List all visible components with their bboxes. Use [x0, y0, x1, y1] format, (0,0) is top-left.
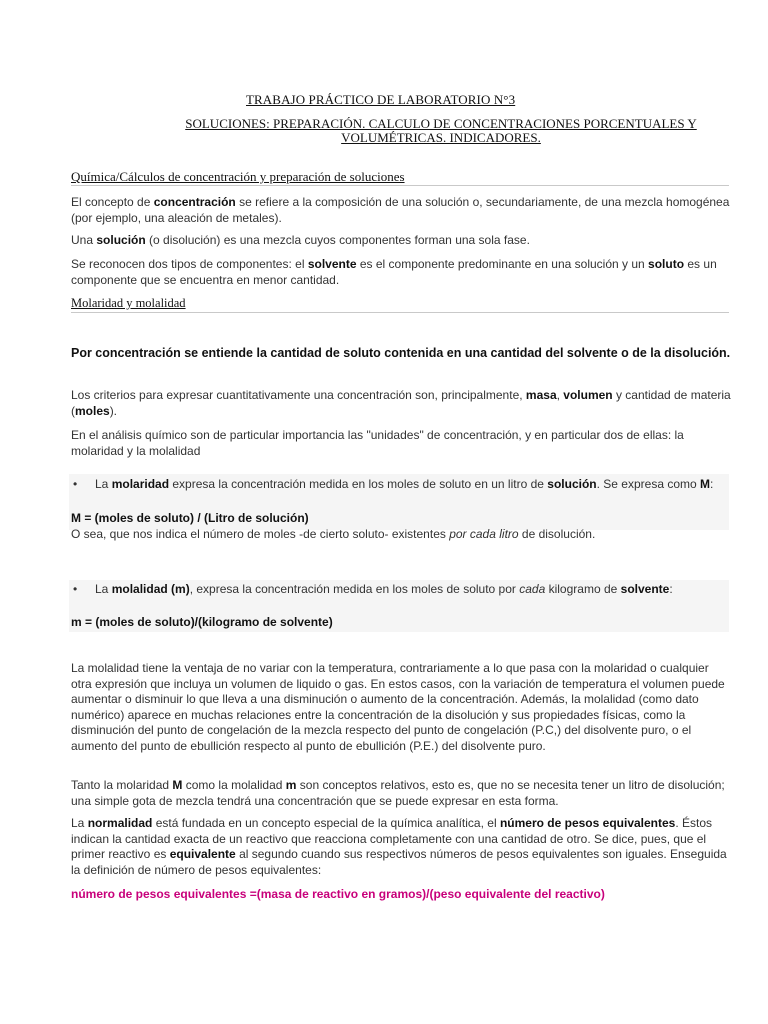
subtitle-line-1: SOLUCIONES: PREPARACIÓN. CALCULO DE CONCENTRACIONES PORCENTUALES Y	[185, 116, 697, 131]
text-run: . Se expresa como	[596, 477, 701, 491]
italic-term: cada	[519, 582, 546, 596]
formula-molalidad: m = (moles de soluto)/(kilogramo de solvente)	[71, 615, 333, 629]
paragraph-ventaja-molalidad: La molalidad tiene la ventaja de no variar con la temperatura, contrariamente a lo que pasa con la molaridad o cualquier otra expresión que incluya un volumen de liquido o gas. En estos casos, con la variación de temperatura el volumen puede aumentar o disminuir lo que lleva a una disminución o aumento de la concentración. Además, la molalidad (como dato numérico) aparece en muchas relaciones entre la concentración de la disolución y sus propiedades físicas, como la disminución del punto de congelación de la mezcla respecto del punto de congelación (P.C,) del disolvente puro, o el aumento del punto de ebullición respecto al punto de ebullición (P.E.) del disolvente puro.	[71, 661, 725, 753]
text-run: La	[71, 816, 88, 830]
bold-term: equivalente	[169, 847, 236, 861]
text-run: O sea, que nos indica el número de moles -de cierto soluto- existentes	[71, 527, 450, 541]
bold-term: moles	[75, 403, 110, 418]
bold-term: soluto	[648, 257, 685, 271]
text-run: son conceptos relativos, esto es, que no se necesita tener un litro de disolución; una simple gota de mezcla tendrá una concentración que se puede expresar en esta forma.	[71, 778, 725, 808]
text-run: de disolución.	[518, 527, 596, 541]
subheading-molaridad-link[interactable]: Molaridad y molalidad	[71, 296, 186, 310]
text-run: :	[710, 477, 714, 491]
text-run: ,	[556, 388, 564, 402]
text-run: kilogramo de	[545, 582, 621, 596]
text-run: , expresa la concentración medida en los moles de soluto por	[189, 582, 520, 596]
paragraph-componentes	[71, 257, 731, 288]
bold-term: masa	[525, 388, 557, 402]
document-title: TRABAJO PRÁCTICO DE LABORATORIO N°3	[246, 92, 516, 107]
text-run: :	[669, 582, 673, 596]
bold-term: volumen	[563, 388, 613, 402]
document-subtitle	[146, 117, 736, 145]
bullet-molaridad	[95, 477, 725, 493]
text-run: y cantidad de materia (	[71, 388, 731, 418]
bold-term: concentración	[153, 195, 236, 209]
bold-term: solvente	[620, 582, 670, 596]
bold-term: solución	[547, 477, 597, 491]
paragraph-normalidad	[71, 816, 731, 878]
text-run: El concepto de	[71, 195, 154, 209]
text-run: Se reconocen dos tipos de componentes: el	[71, 257, 308, 271]
text-run: se refiere a la composición de una solución o, secundariamente, de una mezcla homogénea (por ejemplo, una aleación de metales).	[71, 195, 730, 225]
text-run: Los criterios para expresar cuantitativamente una concentración son, principalmente,	[71, 388, 526, 402]
note-molaridad	[71, 527, 731, 543]
paragraph-criterios	[71, 388, 731, 419]
text-run: expresa la concentración medida en los moles de soluto en un litro de	[169, 477, 548, 491]
text-run: está fundada en un concepto especial de la química analítica, el	[152, 816, 500, 830]
subheading-divider	[71, 312, 729, 313]
heading-divider	[71, 185, 729, 186]
paragraph-solucion	[71, 233, 731, 249]
bold-term: número de pesos equivalentes	[499, 816, 676, 830]
text-run: (o disolución) es una mezcla cuyos componentes forman una sola fase.	[145, 233, 530, 247]
definition-paragraph: Por concentración se entiende la cantidad de soluto contenida en una cantidad del solvente o de la disolución.	[71, 346, 731, 360]
formula-pesos-equivalentes: número de pesos equivalentes =(masa de reactivo en gramos)/(peso equivalente del reactivo)	[71, 887, 605, 901]
bold-term: molalidad (m)	[111, 582, 190, 596]
text-run: al segundo cuando sus respectivos números de pesos equivalentes son iguales. Enseguida la definición de número de pesos equivalentes:	[71, 847, 727, 877]
section-heading-link[interactable]: Química/Cálculos de concentración y preparación de soluciones	[71, 169, 405, 184]
bullet-molalidad	[95, 582, 725, 598]
bold-term: molaridad	[111, 477, 170, 491]
text-run: Tanto la molaridad	[71, 778, 173, 792]
bold-term: m	[285, 778, 297, 792]
bullet-icon: •	[73, 582, 78, 596]
text-run: Una	[71, 233, 97, 247]
paragraph-analisis: En el análisis químico son de particular importancia las "unidades" de concentración, y en particular dos de ellas: la molaridad y la molalidad	[71, 428, 684, 458]
text-run: ).	[109, 403, 118, 418]
formula-molaridad: M = (moles de soluto) / (Litro de solución)	[71, 511, 309, 525]
text-run: La	[95, 582, 112, 596]
bold-term: normalidad	[87, 816, 153, 830]
text-run: es el componente predominante en una solución y un	[356, 257, 649, 271]
bold-term: solvente	[307, 257, 357, 271]
text-run: La	[95, 477, 112, 491]
bold-term: solución	[96, 233, 146, 247]
bullet-icon: •	[73, 477, 78, 491]
paragraph-concentracion	[71, 195, 731, 226]
bold-term: M	[172, 778, 183, 792]
italic-term: por cada litro	[449, 527, 519, 541]
paragraph-conceptos-relativos	[71, 778, 731, 809]
bold-term: M	[700, 477, 711, 491]
text-run: . Éstos indican la cantidad exacta de un reactivo que reacciona completamente con una cantidad de otro. Se dice, pues, que el primer reactivo es	[71, 816, 713, 861]
text-run: es un componente que se encuentra en menor cantidad.	[71, 257, 717, 287]
text-run: como la molalidad	[182, 778, 286, 792]
subtitle-line-2: VOLUMÉTRICAS. INDICADORES.	[341, 130, 541, 145]
